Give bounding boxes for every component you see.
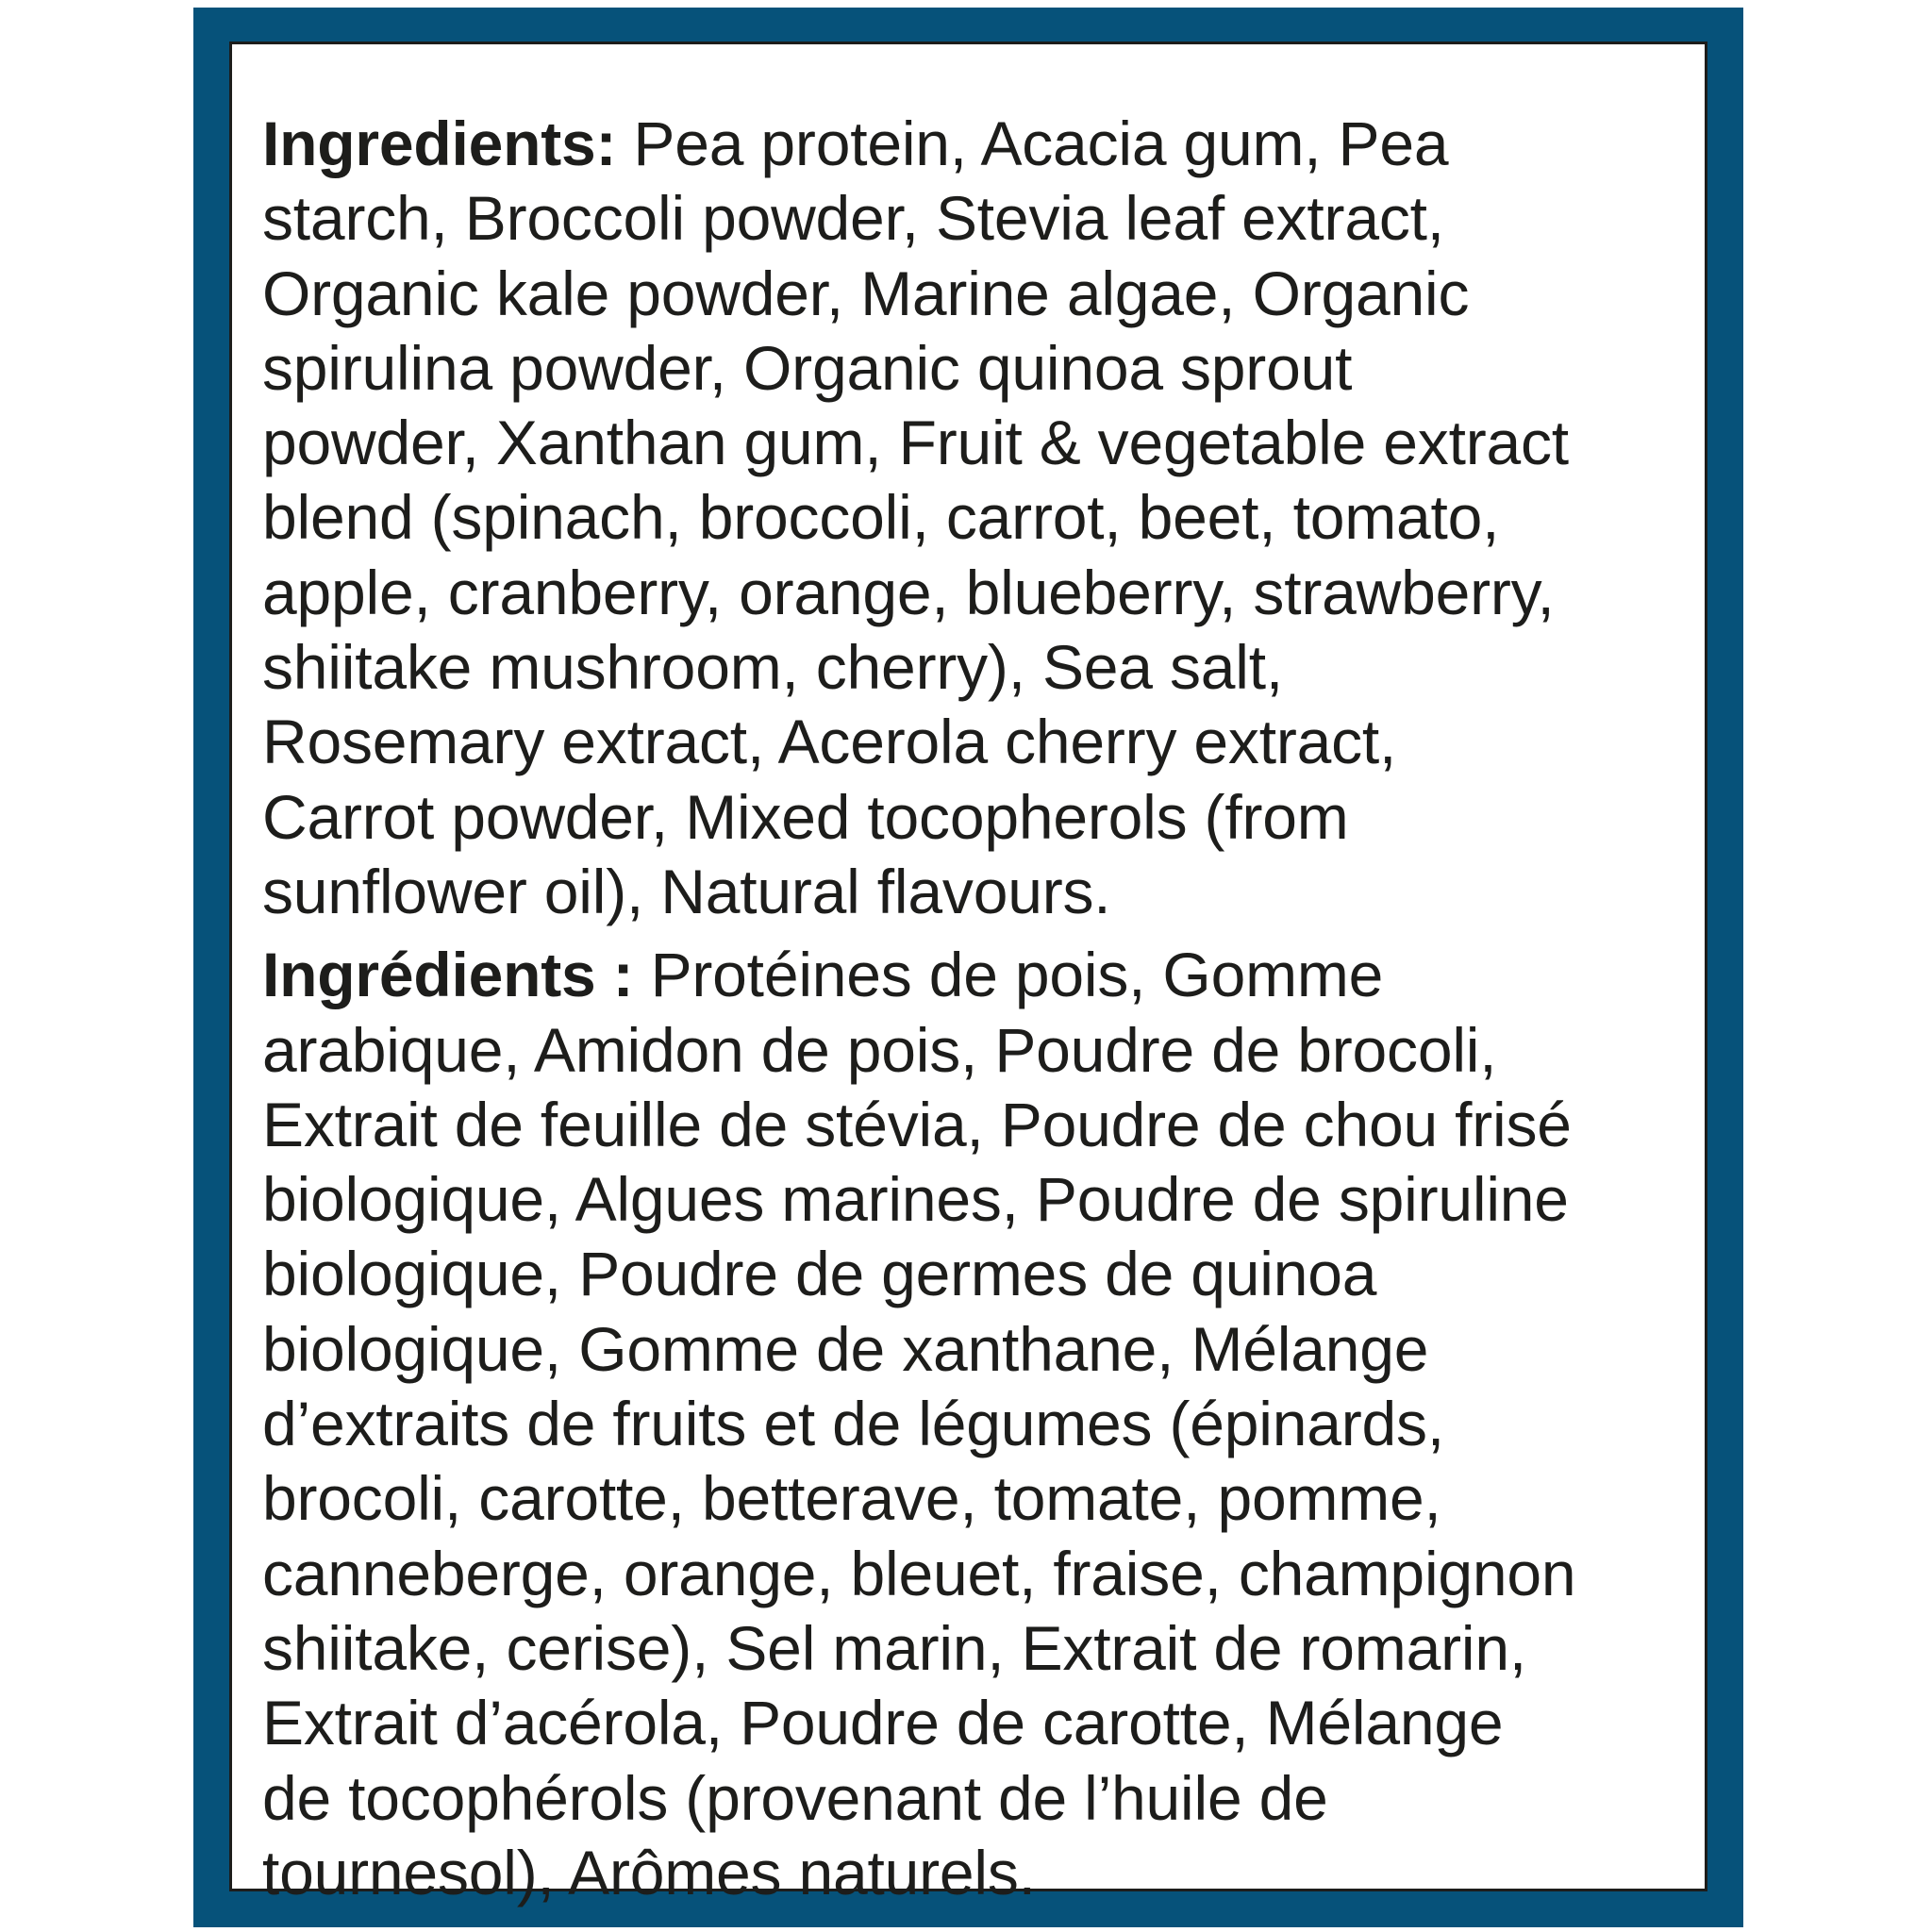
ingredients-english-line-6: blend (spinach, broccoli, carrot, beet, tomato, (262, 482, 1500, 553)
ingredients-english-line-7: apple, cranberry, orange, blueberry, strawberry, (262, 557, 1555, 627)
ingredients-english-line-3: Organic kale powder, Marine algae, Organic (262, 258, 1470, 328)
ingredients-english-line-1: Ingredients: Pea protein, Acacia gum, Pea (262, 108, 1449, 178)
ingredients-french-line-1: Ingrédients : Protéines de pois, Gomme (262, 940, 1384, 1010)
ingredients-french-line-2: arabique, Amidon de pois, Poudre de brocoli, (262, 1014, 1497, 1085)
ingredients-english-line-4: spirulina powder, Organic quinoa sprout (262, 332, 1353, 403)
ingredients-french (262, 938, 1667, 1910)
ingredients-french-heading: Ingrédients : (262, 940, 634, 1010)
ingredients-english-line-11: sunflower oil), Natural flavours. (262, 856, 1111, 926)
ingredients-english-heading: Ingredients: (262, 108, 617, 178)
ingredients-label-frame (193, 8, 1743, 1927)
ingredients-french-line-5: biologique, Poudre de germes de quinoa (262, 1239, 1377, 1309)
ingredients-french-line-4: biologique, Algues marines, Poudre de spiruline (262, 1164, 1569, 1235)
ingredients-french-line-11: Extrait d’acérola, Poudre de carotte, Mélange (262, 1688, 1504, 1758)
ingredients-french-line-8: brocoli, carotte, betterave, tomate, pomme, (262, 1463, 1441, 1534)
ingredients-french-line-6: biologique, Gomme de xanthane, Mélange (262, 1313, 1429, 1384)
ingredients-french-line-13: tournesol), Arômes naturels. (262, 1837, 1036, 1907)
ingredients-french-line-10: shiitake, cerise), Sel marin, Extrait de romarin, (262, 1612, 1526, 1683)
ingredients-english (262, 107, 1667, 929)
ingredients-english-line-5: powder, Xanthan gum, Fruit & vegetable extract (262, 408, 1569, 478)
ingredients-english-line-9: Rosemary extract, Acerola cherry extract, (262, 707, 1397, 777)
ingredients-english-line-2: starch, Broccoli powder, Stevia leaf extract, (262, 183, 1444, 254)
ingredients-english-line-10: Carrot powder, Mixed tocopherols (from (262, 781, 1349, 852)
ingredients-french-line-12: de tocophérols (provenant de l’huile de (262, 1762, 1328, 1833)
ingredients-french-line-3: Extrait de feuille de stévia, Poudre de chou frisé (262, 1089, 1572, 1159)
ingredients-french-line-7: d’extraits de fruits et de légumes (épinards, (262, 1389, 1444, 1459)
ingredients-english-line-8: shiitake mushroom, cherry), Sea salt, (262, 632, 1283, 703)
ingredients-label-panel (229, 42, 1707, 1907)
ingredients-french-line-9: canneberge, orange, bleuet, fraise, champignon (262, 1538, 1576, 1608)
